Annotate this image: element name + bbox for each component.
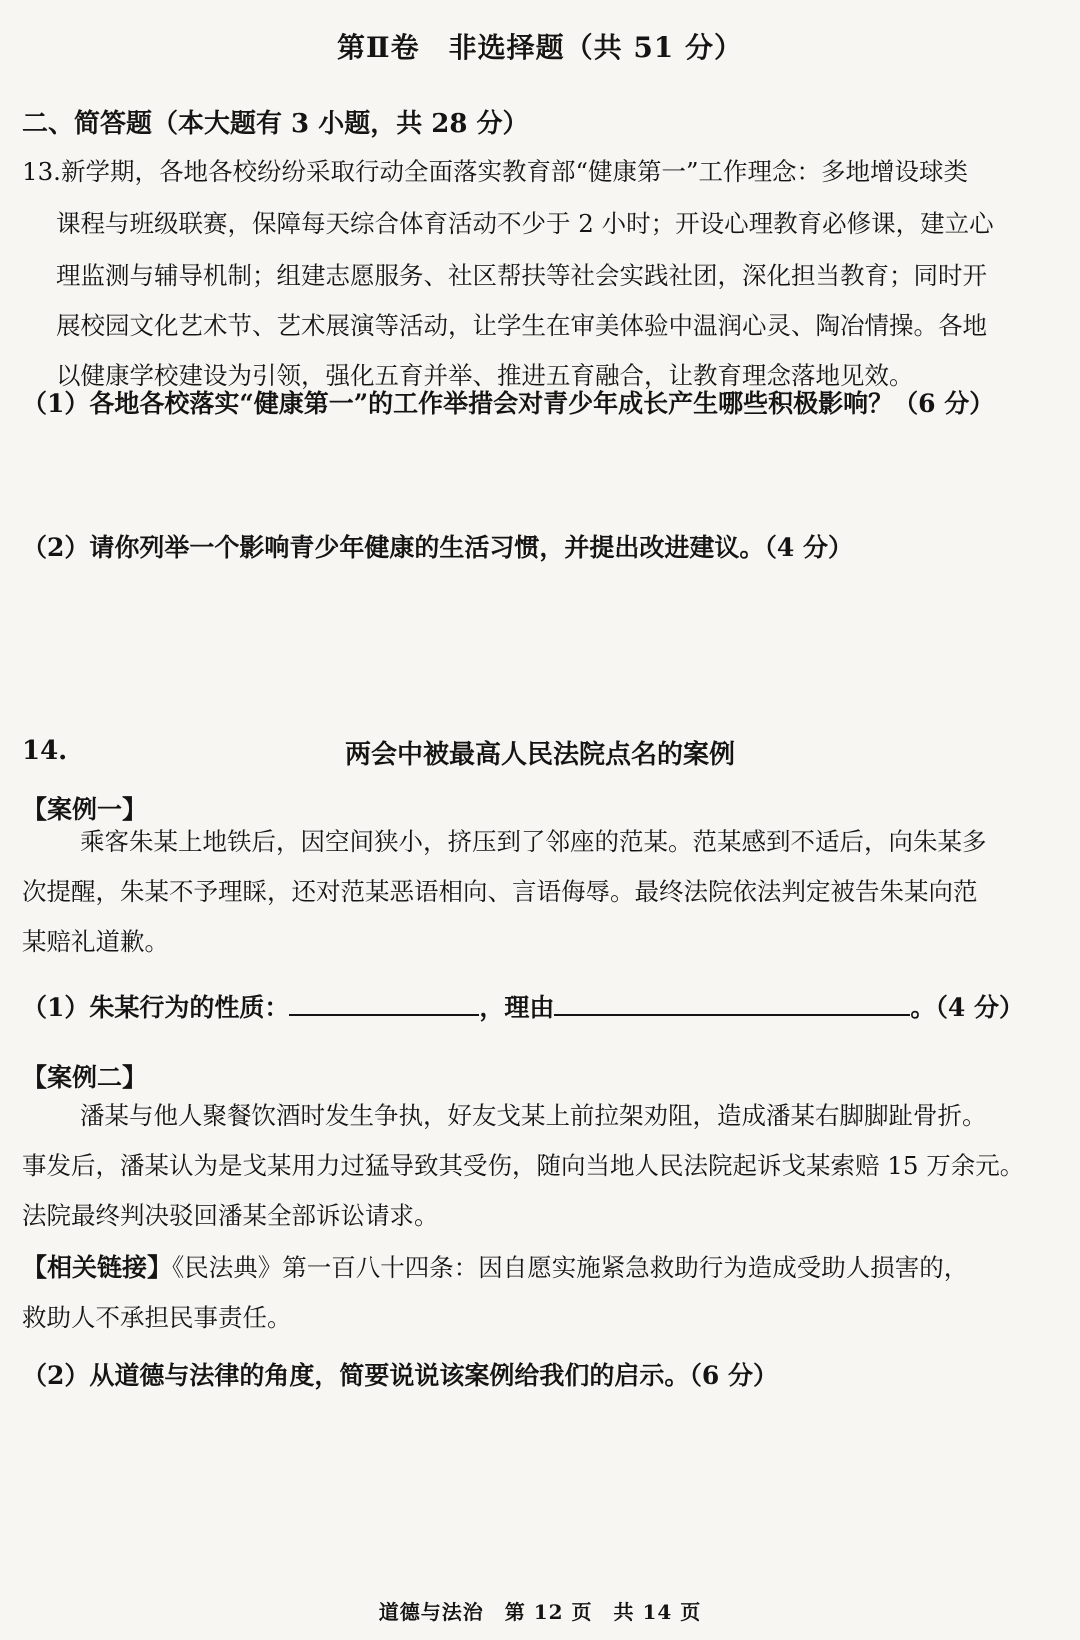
- case-one-label: 【案例一】: [22, 795, 148, 824]
- reason-answer-blank[interactable]: [554, 988, 910, 1016]
- page-footer: 道德与法治 第 12 页 共 14 页: [378, 1600, 702, 1624]
- related-link-text: 《民法典》第一百八十四条：因自愿实施紧急救助行为造成受助人损害的，: [172, 1253, 969, 1282]
- case-two-label: 【案例二】: [22, 1063, 148, 1092]
- q13-line-2: 课程与班级联赛，保障每天综合体育活动不少于 2 小时；开设心理教育必修课，建立心: [56, 209, 994, 238]
- q13-line-1: 13.新学期，各地各校纷纷采取行动全面落实教育部“健康第一”工作理念：多地增设球类: [22, 157, 969, 186]
- q13-line-3: 理监测与辅导机制；组建志愿服务、社区帮扶等社会实践社团，深化担当教育；同时开: [56, 261, 987, 290]
- part-two-heading: 二、简答题（本大题有 3 小题，共 28 分）: [22, 109, 529, 139]
- case-one-question: [22, 988, 1024, 1024]
- nature-answer-blank[interactable]: [289, 988, 479, 1016]
- q13-line-4: 展校园文化艺术节、艺术展演等活动，让学生在审美体验中温润心灵、陶冶情操。各地: [56, 311, 987, 340]
- q13-sub-question-2: （2）请你列举一个影响青少年健康的生活习惯，并提出改进建议。（4 分）: [22, 533, 853, 562]
- case-one-line-3: 某赔礼道歉。: [22, 927, 169, 956]
- case-one-line-1: 乘客朱某上地铁后，因空间狭小，挤压到了邻座的范某。范某感到不适后，向朱某多: [80, 827, 987, 856]
- related-link-continued: 救助人不承担民事责任。: [22, 1303, 292, 1332]
- related-link-label: 【相关链接】: [22, 1253, 173, 1282]
- q14-title: 两会中被最高人民法院点名的案例: [344, 740, 735, 770]
- q14-number: 14.: [22, 736, 68, 766]
- q13-sub-question-1: （1）各地各校落实“健康第一”的工作举措会对青少年成长产生哪些积极影响？（6 分）: [22, 389, 995, 418]
- case-two-line-2: 事发后，潘某认为是戈某用力过猛导致其受伤，随向当地人民法院起诉戈某索赔 15 万余元。: [22, 1151, 1025, 1180]
- q13-line-5: 以健康学校建设为引领，强化五育并举、推进五育融合，让教育理念落地见效。: [56, 361, 914, 390]
- case-one-line-2: 次提醒，朱某不予理睬，还对范某恶语相向、言语侮辱。最终法院依法判定被告朱某向范: [22, 877, 978, 906]
- case-two-question: （2）从道德与法律的角度，简要说说该案例给我们的启示。（6 分）: [22, 1361, 778, 1390]
- case-two-line-1: 潘某与他人聚餐饮酒时发生争执，好友戈某上前拉架劝阻，造成潘某右脚脚趾骨折。: [80, 1101, 987, 1130]
- related-link: [22, 1242, 968, 1294]
- case-one-question-prefix: （1）朱某行为的性质：: [22, 993, 290, 1022]
- section-title: 第Ⅱ卷 非选择题（共 51 分）: [336, 31, 744, 64]
- case-two-line-3: 法院最终判决驳回潘某全部诉讼请求。: [22, 1201, 439, 1230]
- case-one-question-middle: ，理由: [479, 993, 555, 1022]
- case-one-question-suffix: 。（4 分）: [910, 993, 1025, 1022]
